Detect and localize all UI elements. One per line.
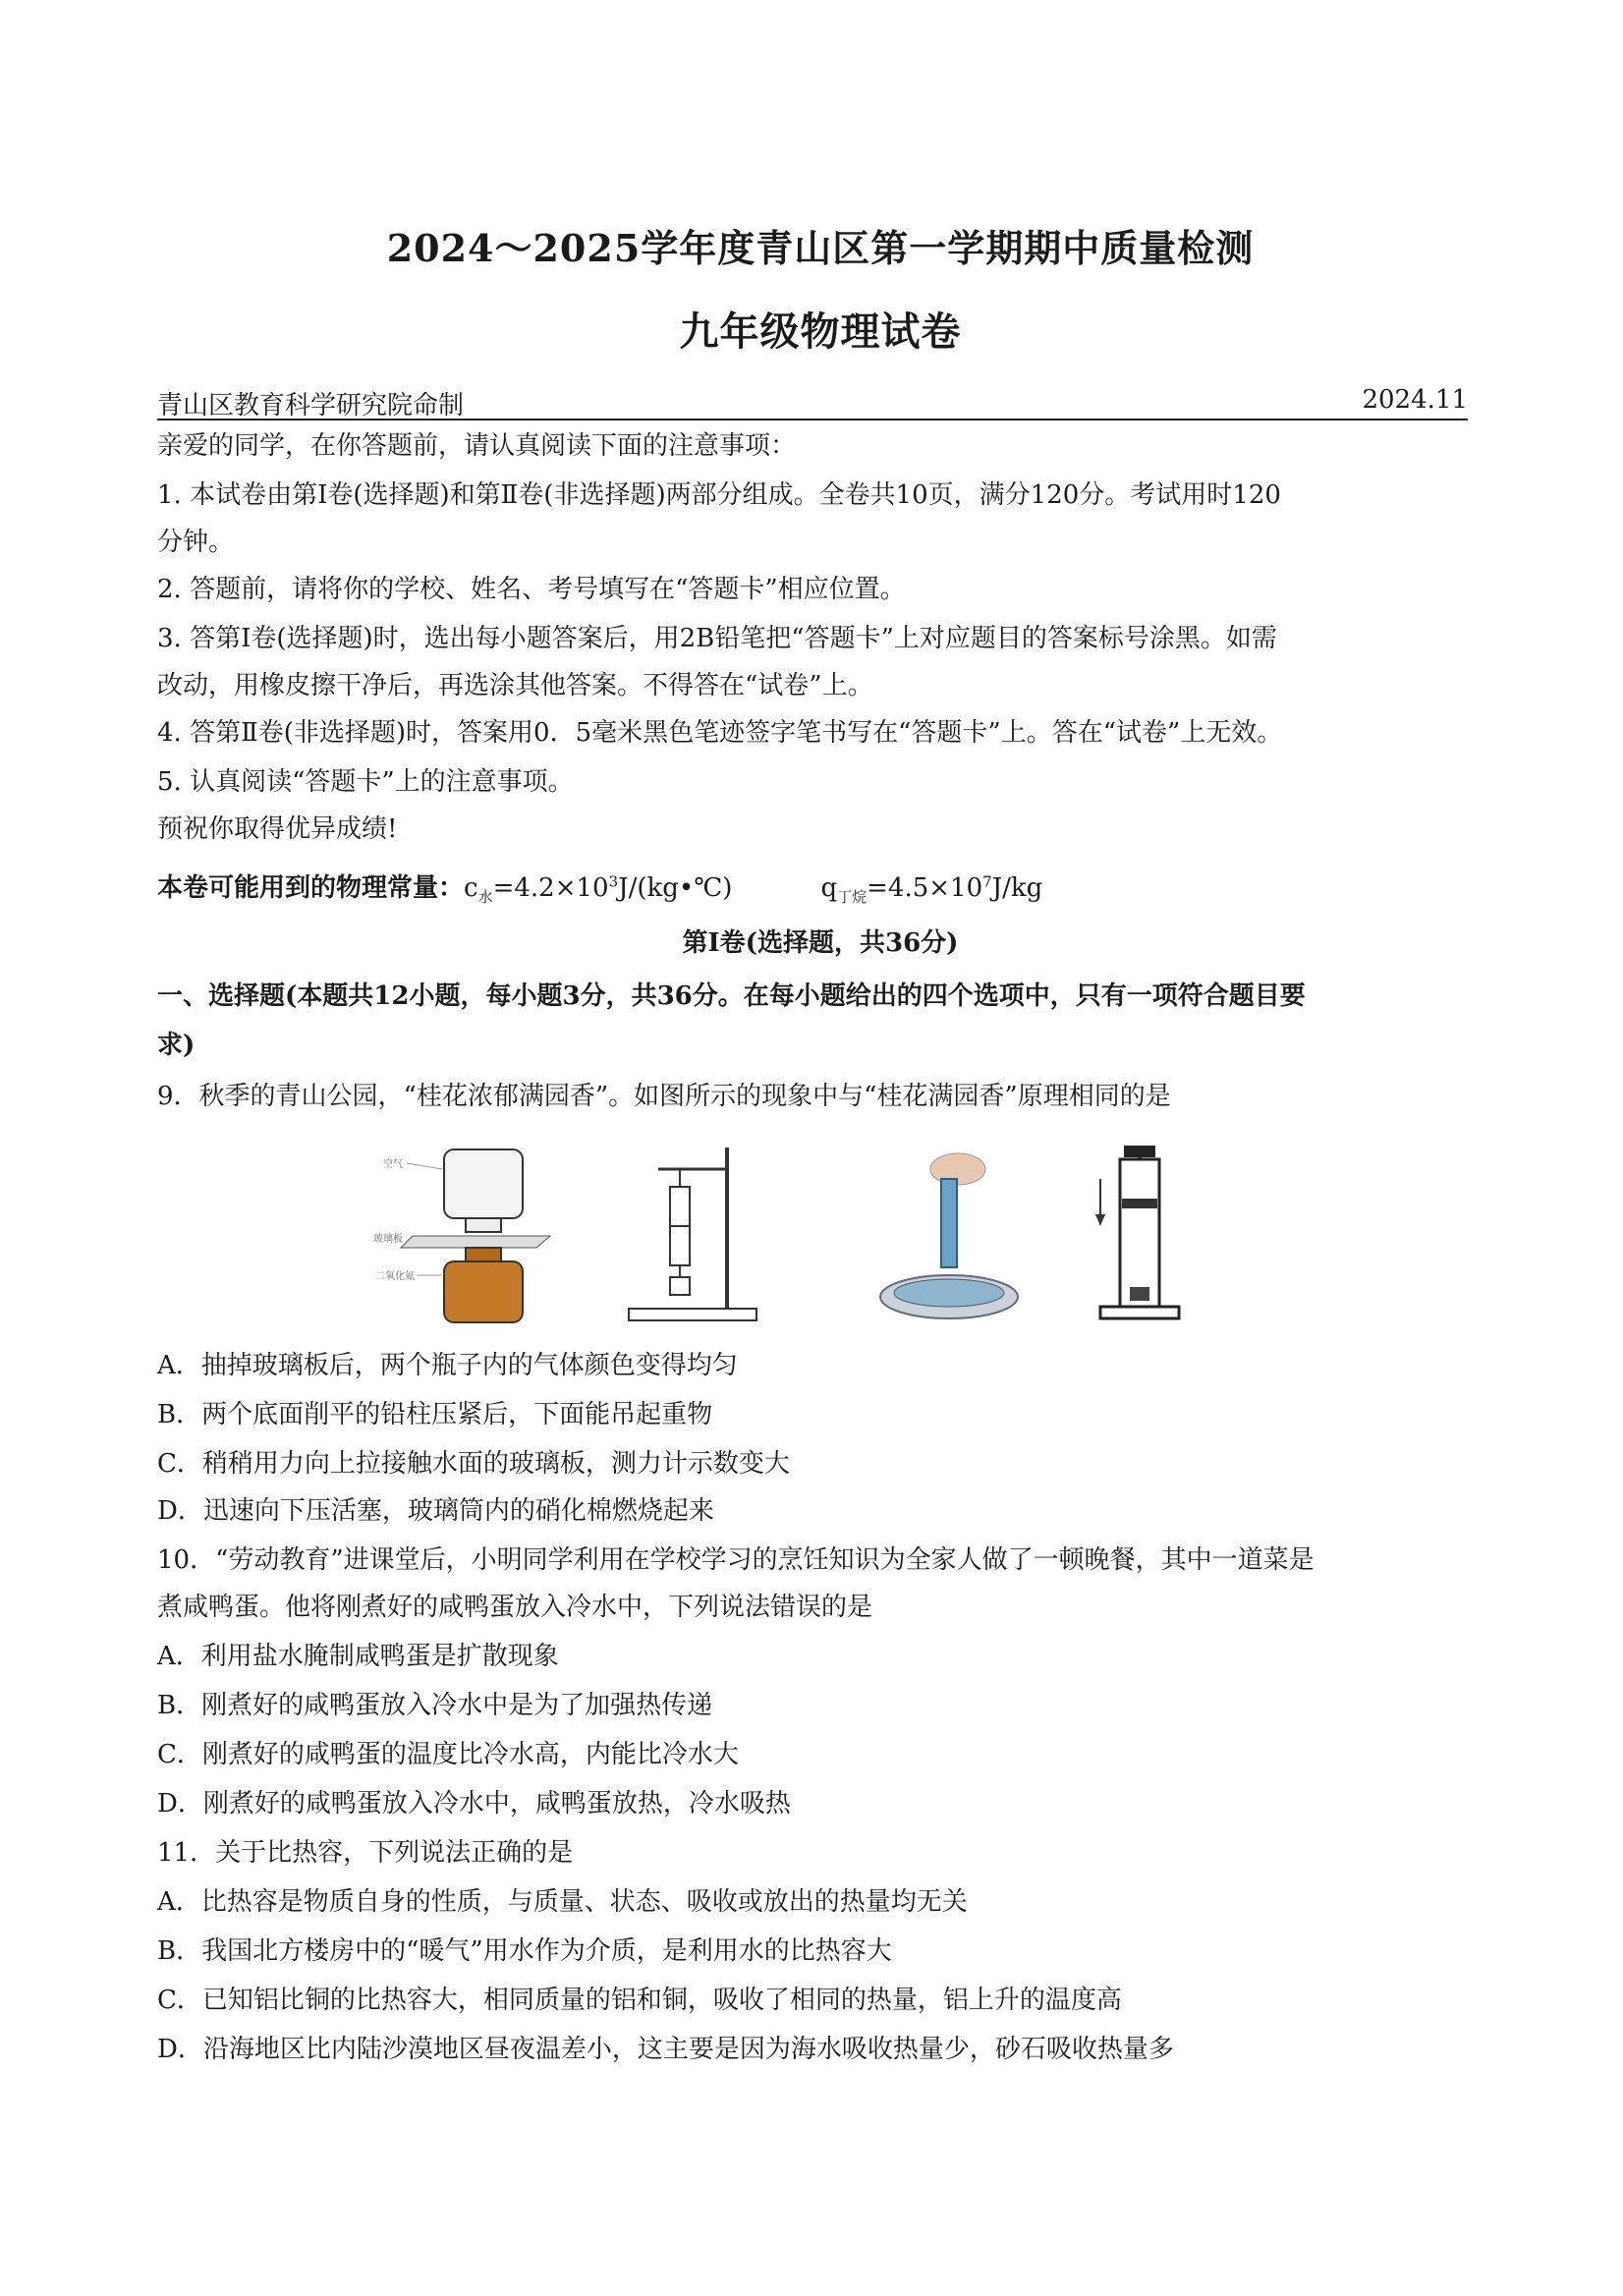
- exam-date: 2024.11: [1362, 385, 1468, 415]
- option-d: D．刚煮好的咸鸭蛋放入冷水中，咸鸭蛋放热，冷水吸热: [157, 1789, 791, 1819]
- option-c: C．已知铝比铜的比热容大，相同质量的铝和铜，吸收了相同的热量，铝上升的温度高: [157, 1986, 1122, 2015]
- option-b: B．我国北方楼房中的“暖气”用水作为介质，是利用水的比热容大: [157, 1936, 892, 1966]
- header-row: [157, 383, 1468, 420]
- option-a: A．抽掉玻璃板后，两个瓶子内的气体颜色变得均匀: [157, 1351, 738, 1380]
- constants-label: 本卷可能用到的物理常量：: [157, 873, 465, 903]
- svg-text:玻璃板: 玻璃板: [373, 1234, 403, 1245]
- section-title: 第Ⅰ卷(选择题，共36分): [682, 928, 959, 958]
- constants-line: [157, 865, 1483, 912]
- option-d: D．沿海地区比内陆沙漠地区昼夜温差小，这主要是因为海水吸收热量少，砂石吸收热量多: [157, 2035, 1174, 2064]
- svg-text:二氧化氮: 二氧化氮: [375, 1271, 415, 1282]
- option-d: D．迅速向下压活塞，玻璃筒内的硝化棉燃烧起来: [157, 1496, 714, 1526]
- note-line: 改动，用橡皮擦干净后，再选涂其他答案。不得答在“试卷”上。: [157, 671, 873, 700]
- note-line: 2. 答题前，请将你的学校、姓名、考号填写在“答题卡”相应位置。: [157, 575, 906, 604]
- option-b: B．两个底面削平的铅柱压紧后，下面能吊起重物: [157, 1400, 713, 1429]
- exam-subtitle: 九年级物理试卷: [679, 308, 962, 355]
- lead-cylinders-figure: [619, 1140, 766, 1326]
- note-line: 1. 本试卷由第Ⅰ卷(选择题)和第Ⅱ卷(非选择题)两部分组成。全卷共10页，满分120分。考试用时120: [157, 480, 1281, 510]
- constant-c: $c_水=4.2\times 10^3J/(kg•℃)$: [464, 872, 733, 907]
- constant-q: $q_{丁烷}=4.5\times 10^7J/kg$: [820, 872, 1043, 907]
- piston-cylinder-figure: [1081, 1140, 1199, 1326]
- svg-text:空气: 空气: [383, 1159, 403, 1170]
- option-c: C．刚煮好的咸鸭蛋的温度比冷水高，内能比冷水大: [157, 1740, 739, 1769]
- option-c: C．稍稍用力向上拉接触水面的玻璃板，测力计示数变大: [157, 1449, 790, 1479]
- note-line: 3. 答第Ⅰ卷(选择题)时，选出每小题答案后，用2B铅笔把“答题卡”上对应题目的答案标号涂黑。如需: [157, 624, 1277, 653]
- question-stem-cont: 煮咸鸭蛋。他将刚煮好的咸鸭蛋放入冷水中，下列说法错误的是: [157, 1593, 873, 1622]
- exam-title: 2024～2025学年度青山区第一学期期中质量检测: [386, 226, 1255, 270]
- question-stem: 11．关于比热容，下列说法正确的是: [157, 1838, 574, 1868]
- intro-text: 亲爱的同学，在你答题前，请认真阅读下面的注意事项：: [157, 431, 797, 461]
- part-one-heading: 一、选择题(本题共12小题，每小题3分，共36分。在每小题给出的四个选项中，只有一项符合题目要: [157, 981, 1306, 1011]
- option-a: A．利用盐水腌制咸鸭蛋是扩散现象: [157, 1642, 559, 1671]
- wish-text: 预祝你取得优异成绩!: [157, 814, 398, 844]
- note-line: 分钟。: [157, 528, 235, 557]
- note-line: 4. 答第Ⅱ卷(非选择题)时，答案用0．5毫米黑色笔迹签字笔书写在“答题卡”上。答在“试卷”上无效。: [157, 718, 1283, 748]
- note-line: 5. 认真阅读“答题卡”上的注意事项。: [157, 767, 574, 797]
- part-one-heading-cont: 求): [157, 1031, 196, 1060]
- glass-plate-water-figure: [865, 1140, 1032, 1326]
- issuer-text: 青山区教育科学研究院命制: [157, 391, 465, 420]
- option-b: B．刚煮好的咸鸭蛋放入冷水中是为了加强热传递: [157, 1691, 713, 1720]
- diffusion-bottles-figure: [373, 1140, 560, 1326]
- question-stem: 9．秋季的青山公园，“桂花浓郁满园香”。如图所示的现象中与“桂花满园香”原理相同的是: [157, 1082, 1171, 1111]
- question-stem: 10．“劳动教育”进课堂后，小明同学利用在学校学习的烹饪知识为全家人做了一顿晚餐，其中一道菜是: [157, 1545, 1315, 1575]
- q9-figures: [373, 1140, 1356, 1326]
- option-a: A．比热容是物质自身的性质，与质量、状态、吸收或放出的热量均无关: [157, 1887, 968, 1917]
